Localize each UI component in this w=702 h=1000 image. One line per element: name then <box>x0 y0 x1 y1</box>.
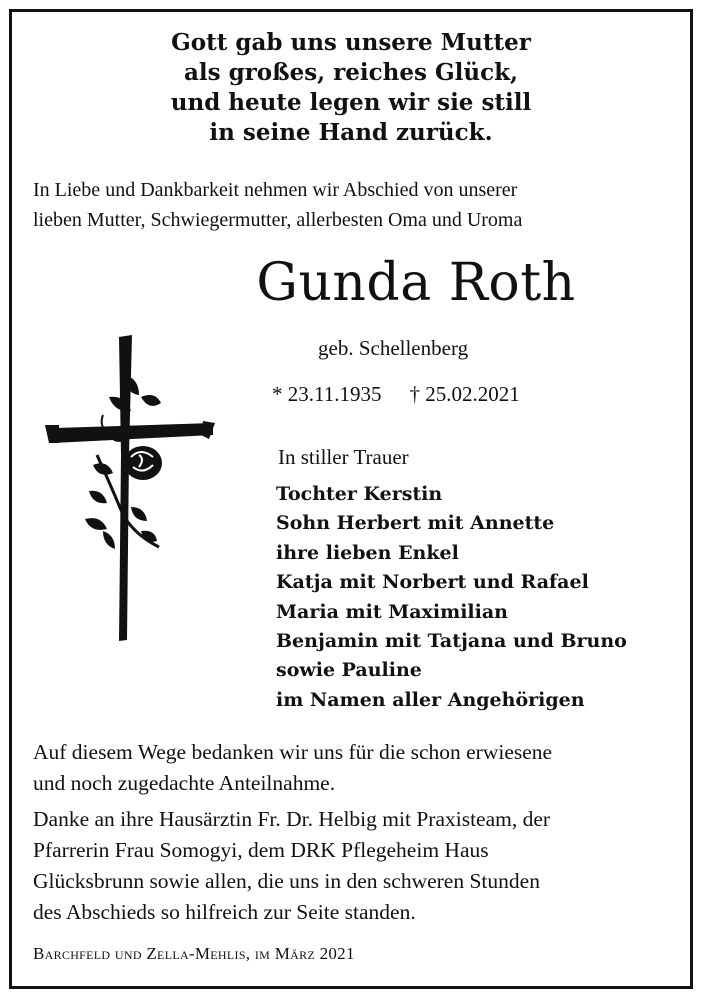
intro-text <box>33 175 673 235</box>
life-dates <box>272 380 548 408</box>
acknowledgement-line: Danke an ihre Hausärztin Fr. Dr. Helbig mit Praxisteam, der <box>33 807 551 831</box>
acknowledgement-paragraph <box>33 804 683 928</box>
intro-line: lieben Mutter, Schwiegermutter, allerbesten Oma und Uroma <box>33 209 523 231</box>
mourner-line: Maria mit Maximilian <box>276 600 508 623</box>
deceased-name: Gunda Roth <box>256 253 576 313</box>
motto-verse <box>0 28 702 148</box>
death-date: † 25.02.2021 <box>409 382 520 406</box>
mourner-line: Benjamin mit Tatjana und Bruno <box>276 630 627 653</box>
motto-line: und heute legen wir sie still <box>170 89 532 116</box>
place-and-date-footer: Barchfeld und Zella-Mehlis, im März 2021 <box>33 944 355 963</box>
mourner-line: ihre lieben Enkel <box>276 541 459 564</box>
motto-line: in seine Hand zurück. <box>209 119 493 146</box>
acknowledgement-line: des Abschieds so hilfreich zur Seite standen. <box>33 900 416 924</box>
mourner-line: Sohn Herbert mit Annette <box>276 512 555 535</box>
mourners-list <box>276 480 627 715</box>
mourner-line: Tochter Kerstin <box>276 483 443 505</box>
cross-with-rose-icon <box>45 335 217 645</box>
birth-date: * 23.11.1935 <box>272 382 382 406</box>
thanks-line: Auf diesem Wege bedanken wir uns für die schon erwiesene <box>33 740 553 764</box>
mourner-line: sowie Pauline <box>276 659 422 682</box>
acknowledgement-line: Pfarrerin Frau Somogyi, dem DRK Pflegeheim Haus <box>33 838 489 862</box>
motto-line: Gott gab uns unsere Mutter <box>171 29 531 56</box>
thanks-line: und noch zugedachte Anteilnahme. <box>33 771 336 795</box>
acknowledgement-line: Glücksbrunn sowie allen, die uns in den schweren Stunden <box>33 869 540 893</box>
mourning-label: In stiller Trauer <box>278 445 409 469</box>
thanks-paragraph <box>33 737 683 799</box>
mourner-line: im Namen aller Angehörigen <box>276 688 585 711</box>
birth-name: geb. Schellenberg <box>318 336 469 360</box>
intro-line: In Liebe und Dankbarkeit nehmen wir Abschied von unserer <box>33 179 518 201</box>
mourner-line: Katja mit Norbert und Rafael <box>276 571 589 594</box>
motto-line: als großes, reiches Glück, <box>183 59 519 86</box>
